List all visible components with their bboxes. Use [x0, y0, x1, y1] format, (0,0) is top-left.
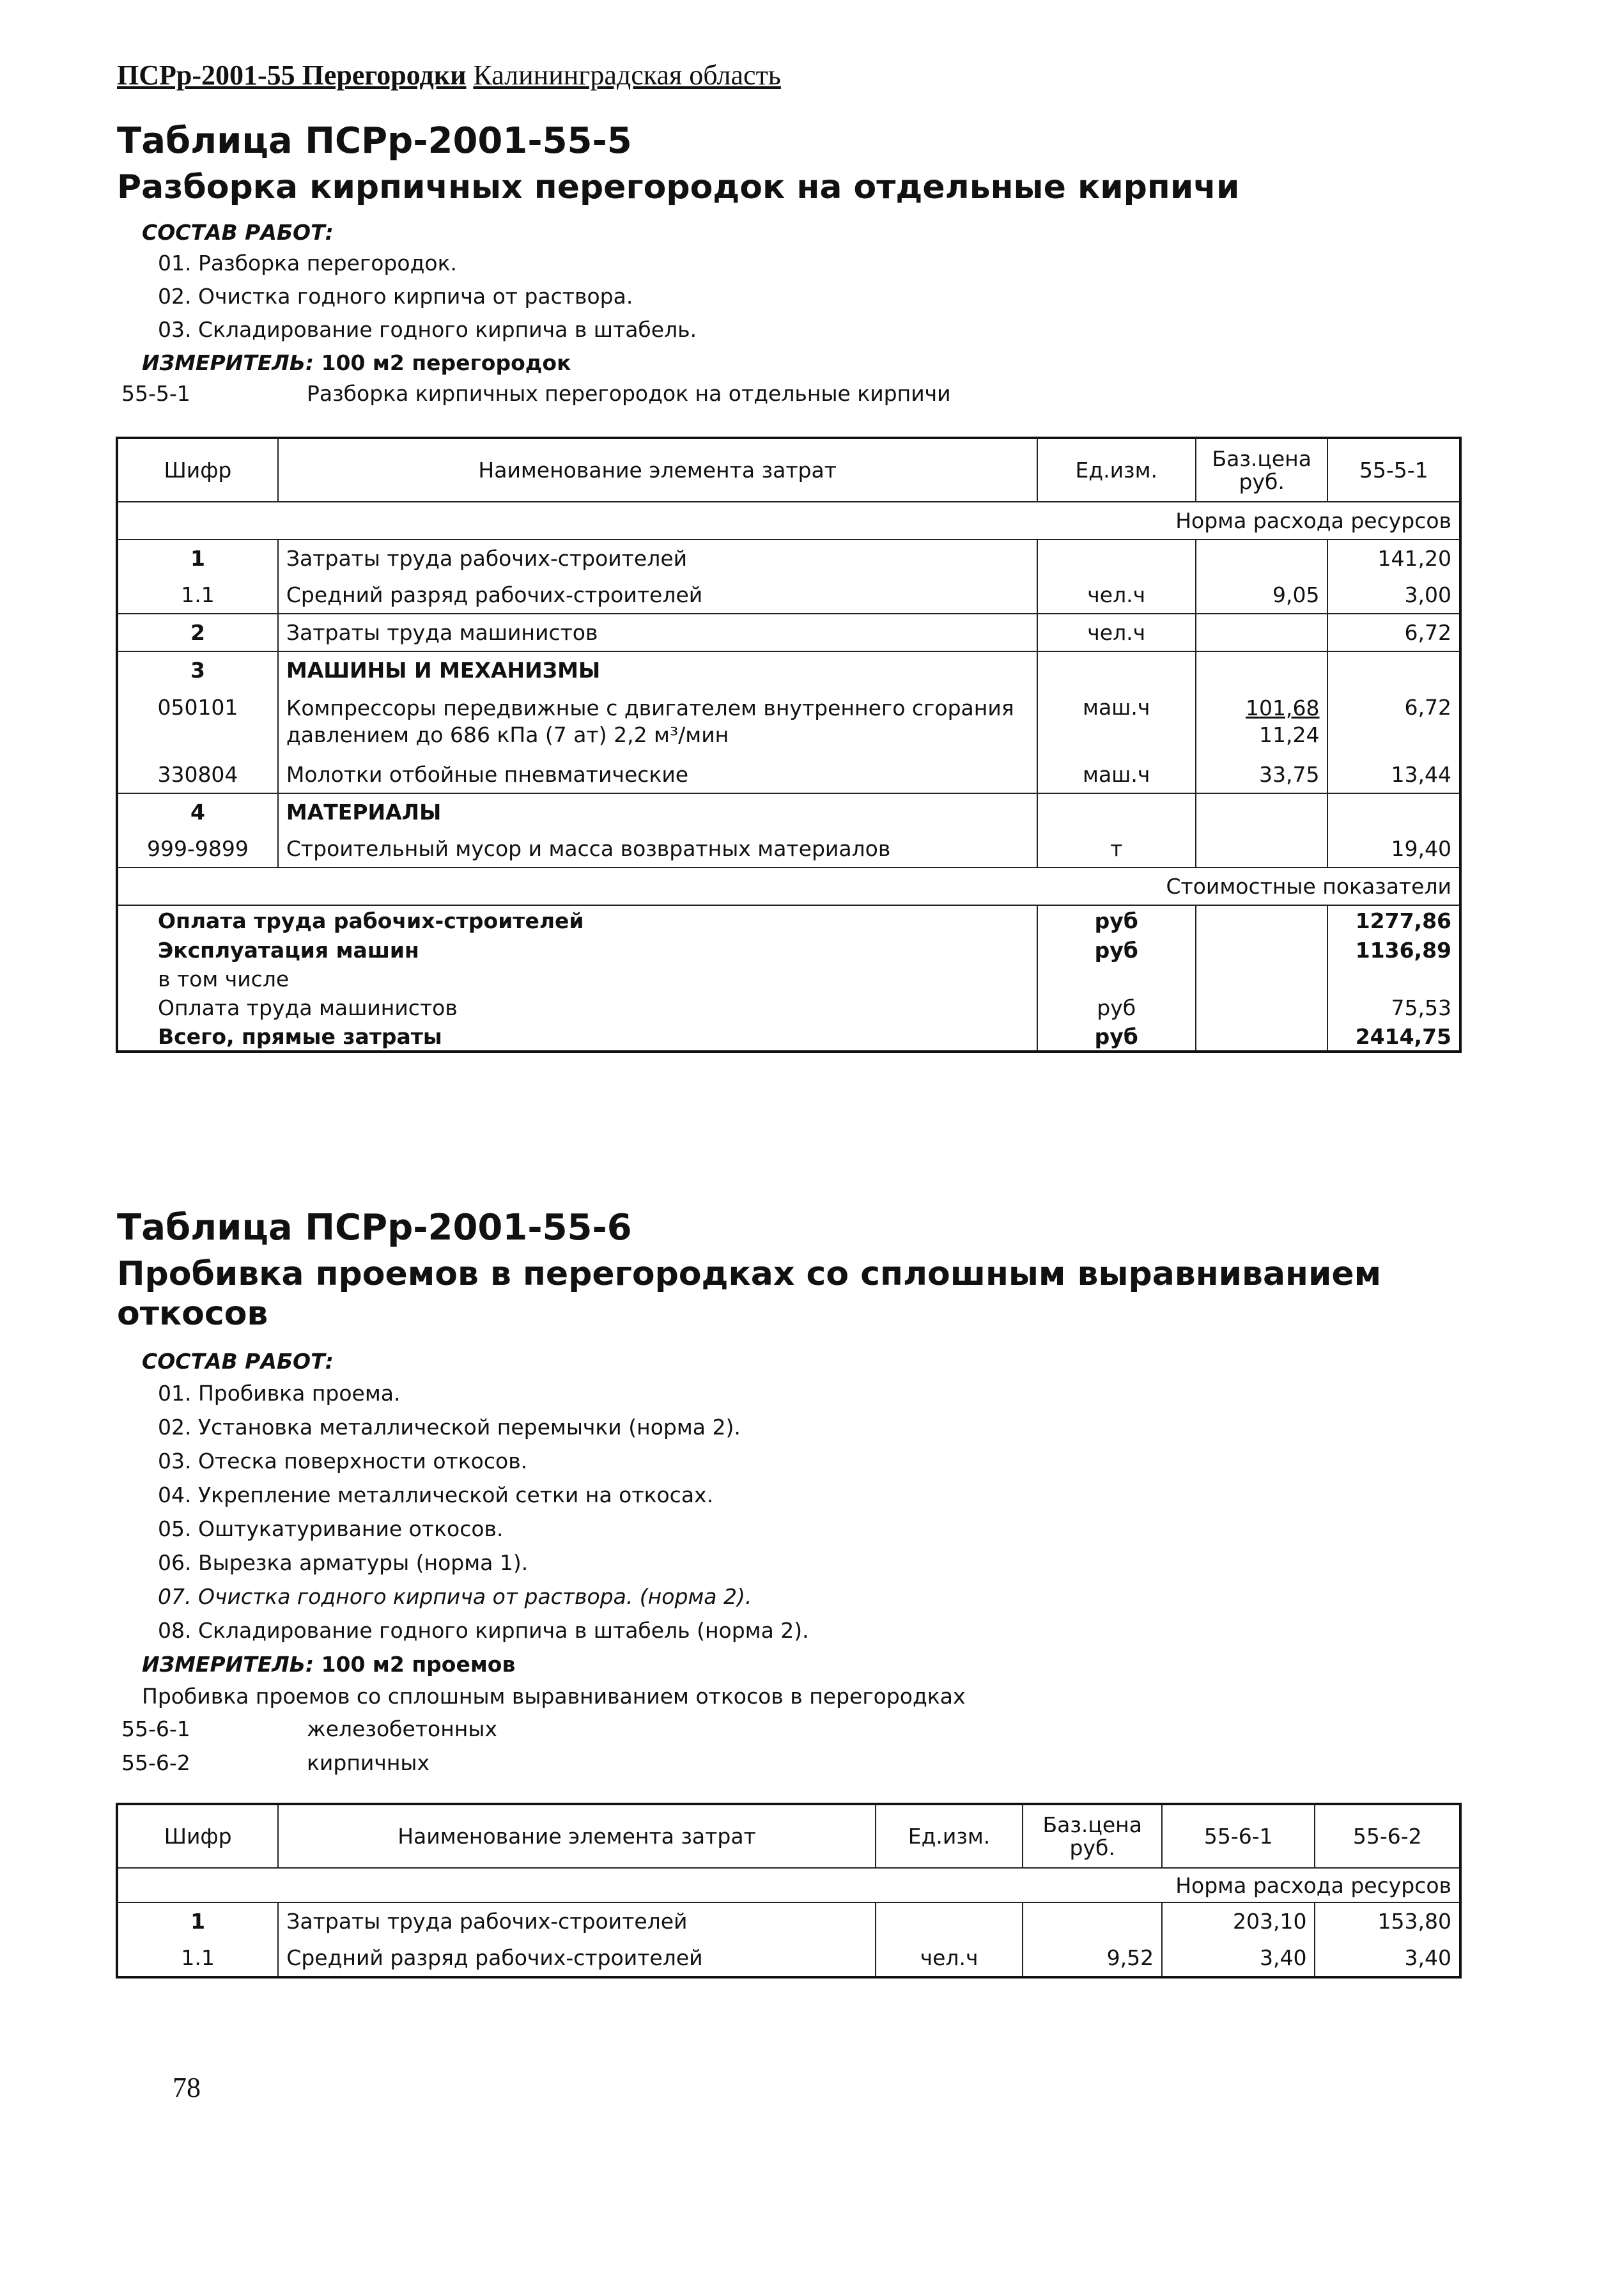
table6-work-item: 08. Складирование годного кирпича в штабель (норма 2).: [158, 1618, 809, 1643]
table6-work-item: 07. Очистка годного кирпича от раствора. (норма 2).: [158, 1584, 752, 1609]
cost-row: в том числе: [117, 965, 1460, 993]
table6-work-item: 06. Вырезка арматуры (норма 1).: [158, 1550, 529, 1575]
table5-subtitle: Разборка кирпичных перегородок на отдельные кирпичи: [117, 168, 1240, 206]
table6-header-row: [117, 1804, 1460, 1868]
table6-measure: [142, 1652, 515, 1677]
table5-work-item: 03. Складирование годного кирпича в штабель.: [158, 317, 697, 342]
table-row: 1.1 Средний разряд рабочих-строителей чел.ч 9,05 3,00: [117, 577, 1460, 614]
col-price-header: Баз.цена руб.: [1023, 1804, 1162, 1868]
table-row: 1 Затраты труда рабочих-строителей 203,10 153,80: [117, 1902, 1460, 1940]
table6-item-code: 55-6-2: [121, 1750, 190, 1775]
table5-measure-value: 100 м2 перегородок: [321, 350, 571, 375]
cost-row: Оплата труда машинистов руб 75,53: [117, 993, 1460, 1022]
page-number: 78: [173, 2072, 201, 2103]
col-price-header: Баз.цена руб.: [1196, 438, 1328, 502]
table6-item-code: 55-6-1: [121, 1716, 190, 1741]
norm-label: Норма расхода ресурсов: [117, 1868, 1460, 1902]
table-row: 4 МАТЕРИАЛЫ: [117, 793, 1460, 830]
table-row: 2 Затраты труда машинистов чел.ч 6,72: [117, 614, 1460, 651]
cost-label: Стоимостные показатели: [117, 867, 1460, 905]
table-row: 999-9899 Строительный мусор и масса возвратных материалов т 19,40: [117, 830, 1460, 867]
table6-measure-label: ИЗМЕРИТЕЛЬ:: [142, 1652, 314, 1677]
table-row: 1.1 Средний разряд рабочих-строителей чел.ч 9,52 3,40 3,40: [117, 1940, 1460, 1977]
table6-composition-label: СОСТАВ РАБОТ:: [142, 1349, 334, 1374]
table-row: 1 Затраты труда рабочих-строителей 141,20: [117, 540, 1460, 577]
table6-grid: [116, 1803, 1462, 1978]
col-code-header: Шифр: [117, 438, 278, 502]
col-n2-header: 55-6-2: [1315, 1804, 1460, 1868]
header-region: Калининградская область: [473, 59, 781, 91]
table-row: 330804 Молотки отбойные пневматические маш.ч 33,75 13,44: [117, 756, 1460, 793]
table5-measure: [142, 350, 571, 375]
table6-work-item: 03. Отеска поверхности откосов.: [158, 1449, 528, 1473]
table6-subtitle: Пробивка проемов в перегородках со сплошным выравниванием откосов: [117, 1255, 1382, 1333]
table5-work-item: 01. Разборка перегородок.: [158, 251, 457, 276]
table5-item-code: 55-5-1: [121, 381, 190, 406]
col-unit-header: Ед.изм.: [1037, 438, 1196, 502]
col-name-header: Наименование элемента затрат: [278, 438, 1037, 502]
table5-composition-label: СОСТАВ РАБОТ:: [142, 220, 334, 245]
cost-row: Всего, прямые затраты руб 2414,75: [117, 1022, 1460, 1052]
col-unit-header: Ед.изм.: [876, 1804, 1023, 1868]
table-row: 3 МАШИНЫ И МЕХАНИЗМЫ: [117, 651, 1460, 688]
cost-row: Эксплуатация машин руб 1136,89: [117, 935, 1460, 965]
table5-item-desc: Разборка кирпичных перегородок на отдельные кирпичи: [307, 381, 951, 406]
table-row: 050101 Компрессоры передвижные с двигателем внутреннего сгорания давлением до 686 кПа (7 ат) 2,2 м³/мин маш.ч 101,68 11,24 6,72: [117, 688, 1460, 756]
cost-row: Оплата труда рабочих-строителей руб 1277,86: [117, 905, 1460, 935]
table6-title: Таблица ПСРр-2001-55-6: [117, 1207, 632, 1248]
table5-header-row: [117, 438, 1460, 502]
table6-work-item: 05. Оштукатуривание откосов.: [158, 1516, 504, 1541]
table5-grid: [116, 437, 1462, 1053]
col-n1-header: 55-6-1: [1162, 1804, 1315, 1868]
header-code: ПСРр-2001-55 Перегородки: [117, 59, 467, 91]
table6-work-item: 02. Установка металлической перемычки (норма 2).: [158, 1415, 741, 1440]
table6-intro: Пробивка проемов со сплошным выравниванием откосов в перегородках: [142, 1684, 966, 1709]
table6-measure-value: 100 м2 проемов: [321, 1652, 516, 1677]
table5-work-item: 02. Очистка годного кирпича от раствора.: [158, 284, 633, 309]
table5-cost-label-row: [117, 867, 1460, 905]
running-header: [117, 59, 781, 91]
table6-item-desc: кирпичных: [307, 1750, 430, 1775]
table5-measure-label: ИЗМЕРИТЕЛЬ:: [142, 350, 314, 375]
table6-item-desc: железобетонных: [307, 1716, 497, 1741]
table6-work-item: 01. Пробивка проема.: [158, 1381, 401, 1406]
col-code-header: Шифр: [117, 1804, 278, 1868]
col-name-header: Наименование элемента затрат: [278, 1804, 875, 1868]
norm-label: Норма расхода ресурсов: [117, 502, 1460, 540]
table6-norm-row: [117, 1868, 1460, 1902]
table5-title: Таблица ПСРр-2001-55-5: [117, 120, 632, 162]
table5-norm-row: [117, 502, 1460, 540]
col-n1-header: 55-5-1: [1327, 438, 1460, 502]
table6-work-item: 04. Укрепление металлической сетки на откосах.: [158, 1482, 714, 1507]
